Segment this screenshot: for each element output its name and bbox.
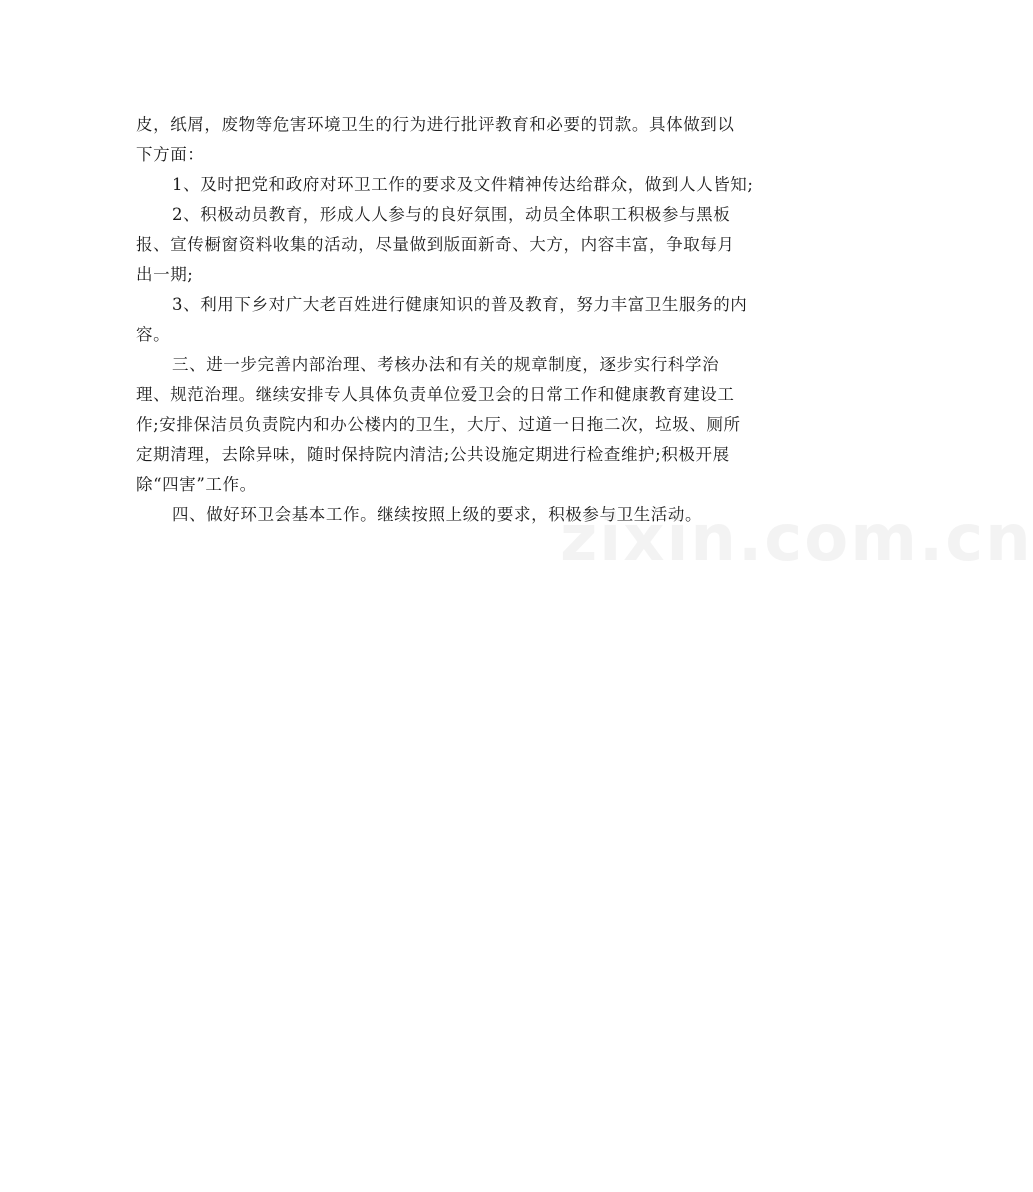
list-item: 3、利用下乡对广大老百姓进行健康知识的普及教育，努力丰富卫生服务的内 [172, 295, 748, 314]
text-line: 作;安排保洁员负责院内和办公楼内的卫生，大厅、过道一日拖二次，垃圾、厕所 [136, 415, 741, 434]
text-line: 报、宣传橱窗资料收集的活动，尽量做到版面新奇、大方，内容丰富，争取每月 [136, 235, 735, 254]
section-paragraph: 四、做好环卫会基本工作。继续按照上级的要求，积极参与卫生活动。 [172, 505, 703, 524]
watermark: zixin.com.cn [560, 502, 1033, 576]
text-line: 理、规范治理。继续安排专人具体负责单位爱卫会的日常工作和健康教育建设工 [136, 385, 735, 404]
text-line: 定期清理，去除异味，随时保持院内清洁;公共设施定期进行检查维护;积极开展 [136, 445, 730, 464]
text-line: 皮，纸屑，废物等危害环境卫生的行为进行批评教育和必要的罚款。具体做到以 [136, 115, 735, 134]
list-item: 1、及时把党和政府对环卫工作的要求及文件精神传达给群众，做到人人皆知; [172, 175, 754, 194]
section-paragraph: 三、进一步完善内部治理、考核办法和有关的规章制度，逐步实行科学治 [172, 355, 720, 374]
list-item: 2、积极动员教育，形成人人参与的良好氛围，动员全体职工积极参与黑板 [172, 205, 731, 224]
document-body [136, 110, 796, 530]
text-line: 容。 [136, 325, 171, 344]
text-line: 下方面： [136, 145, 205, 164]
text-line: 出一期; [136, 265, 194, 284]
text-line: 除“四害”工作。 [136, 475, 257, 494]
